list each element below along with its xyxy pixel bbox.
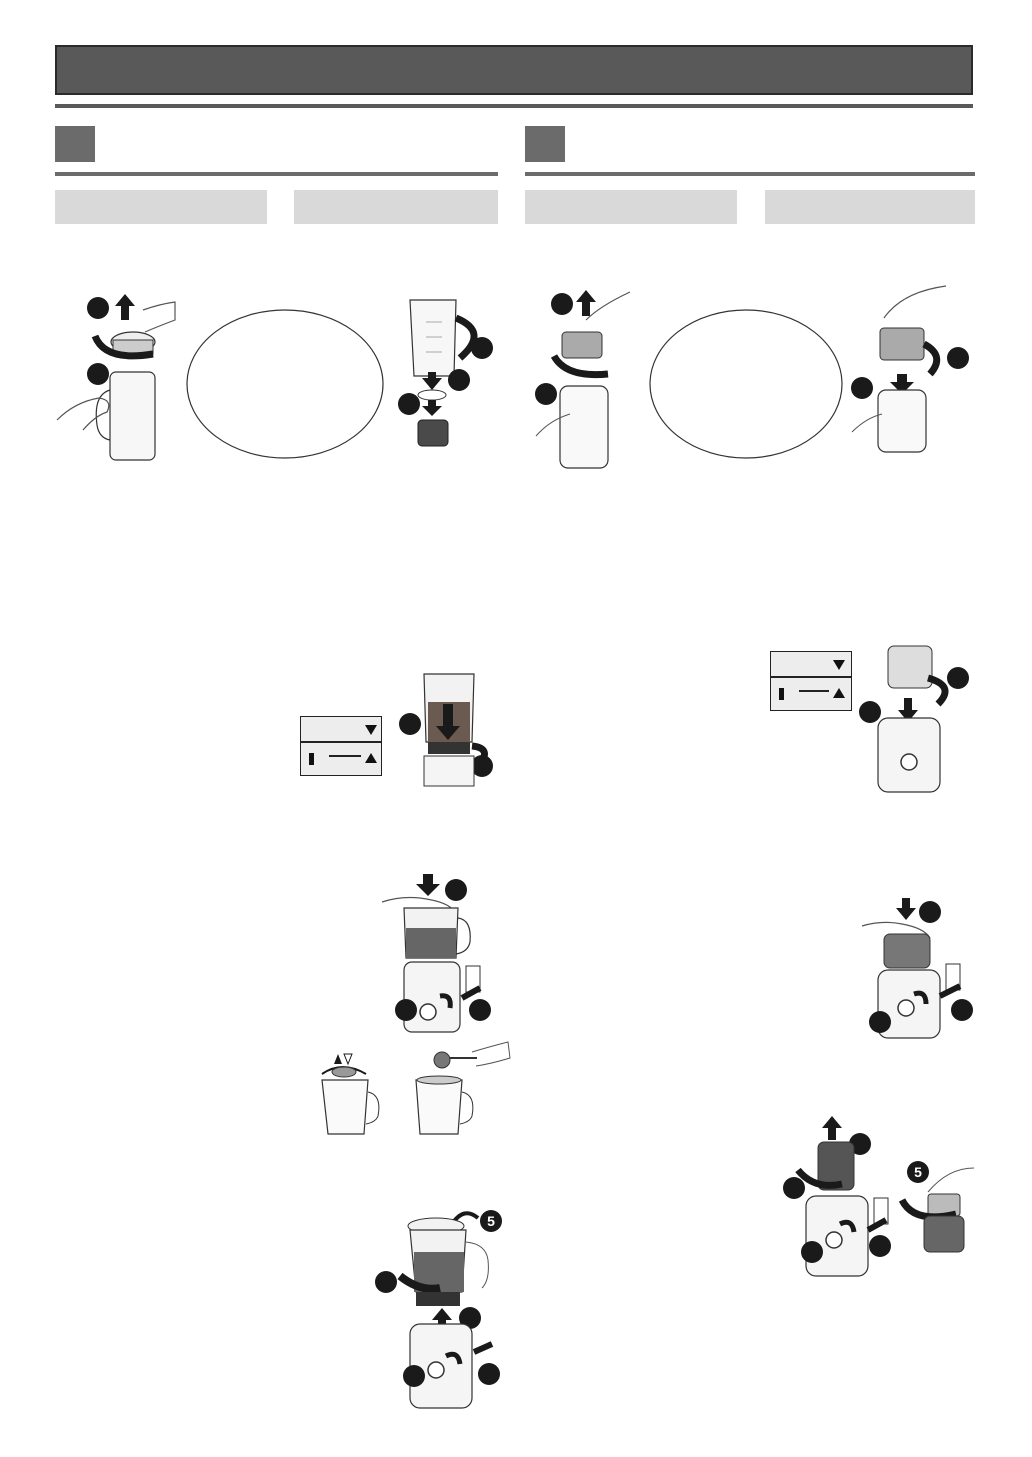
left-operate-illustration [380,872,500,1037]
blade-unit-icon [562,332,602,358]
left-assemble-jug-illustration [398,292,498,462]
mill-cup-icon [888,646,932,688]
step-circle-icon [375,1271,397,1293]
step-circle-icon [471,337,493,359]
triangle-up-icon [833,688,845,698]
section-left-tab-2 [294,190,498,224]
right-indicator-box [770,651,852,711]
hand-icon [57,398,109,430]
rotate-arrow-icon [924,344,937,374]
left-add-ingredients-illustration [312,1040,517,1140]
arrow-down-icon [422,400,442,416]
step-circle-icon [919,901,941,923]
left-remove-blade-illustration [55,290,185,465]
arrow-left-icon [474,1344,492,1352]
step-circle-icon [448,369,470,391]
step-circle-icon [869,1011,891,1033]
step-circle-icon [851,377,873,399]
speed-dial-icon [420,1004,436,1020]
step-circle-icon [947,347,969,369]
right-operate-mill-illustration [858,894,976,1044]
arrow-right-icon [462,988,480,998]
step-circle-icon [403,1365,425,1387]
arrow-left-icon [868,1220,886,1230]
lock-mark-icon [779,688,784,700]
right-attach-mill-blade-illustration [846,282,974,457]
arrow-up-icon [334,1054,342,1064]
right-remove-mill-illustration [778,1112,978,1292]
blender-jug-icon [322,1080,368,1134]
left-note-oval [185,308,385,460]
hand-icon [586,292,630,320]
step-circle-icon [801,1241,823,1263]
speed-dial-icon [428,1362,444,1378]
hand-icon [466,1242,488,1288]
left-remove-jug-illustration [370,1200,505,1415]
arrow-up-icon [576,290,596,316]
blade-unit-icon [416,1292,460,1306]
step-circle-icon [398,393,420,415]
lock-mark-icon [309,753,314,765]
triangle-down-icon [365,725,377,735]
arrow-right-icon [940,986,960,996]
arrow-down-icon [896,898,916,920]
speed-dial-icon [826,1232,842,1248]
section-left-rule [55,172,498,176]
step-circle-icon [445,879,467,901]
step-circle-icon [469,999,491,1021]
speed-dial-icon [898,1000,914,1016]
motor-base-icon [404,962,460,1032]
step-circle-icon [551,293,573,315]
indicator-divider [771,676,851,678]
step-circle-icon [783,1177,805,1199]
right-note-oval [648,308,844,460]
section-right-tab-2 [765,190,975,224]
header-rule [55,104,973,108]
step-circle-icon [478,1363,500,1385]
section-right-badge [525,126,565,162]
step-circle-icon [859,701,881,723]
gasket-ring-icon [418,390,446,400]
rotate-arrow-icon [456,318,474,358]
triangle-down-icon [833,660,845,670]
align-line [799,690,829,692]
right-attach-mill-illustration [852,642,972,797]
section-left-badge [55,126,95,162]
motor-base-icon [424,756,474,786]
blade-unit-icon [418,420,448,446]
left-indicator-box [300,716,382,776]
step-circle-icon [535,383,557,405]
blender-jug-icon [110,372,155,460]
rotate-arrow-icon [928,678,945,704]
hand-icon [472,1042,510,1066]
step-circle-icon [395,999,417,1021]
right-remove-mill-blade-illustration [530,286,640,476]
section-right-rule [525,172,975,176]
step-circle-icon [951,999,973,1021]
mill-cup-icon [878,390,926,452]
triangle-up-icon [365,753,377,763]
step-circle-icon [87,363,109,385]
left-attach-jug-illustration [380,668,500,788]
step-circle-icon [869,1235,891,1257]
step-circle-icon [947,667,969,689]
blade-unit-icon [880,328,924,360]
align-line [329,755,361,757]
arrow-down-icon [416,874,440,896]
hand-icon [143,302,175,332]
step-label-5: 5 [914,1164,922,1180]
section-right-tab-1 [525,190,737,224]
rotate-arrow-icon [554,356,608,375]
step-circle-icon [399,713,421,735]
mill-cup-icon [924,1216,964,1252]
page-title-bar [55,45,973,95]
arrow-up-icon [822,1116,842,1140]
hand-icon [884,286,946,318]
section-left-tab-1 [55,190,267,224]
step-circle-icon [87,297,109,319]
blender-jug-icon [416,1080,462,1134]
mill-cup-icon [560,386,608,468]
speed-dial-icon [901,754,917,770]
hand-icon [928,1168,974,1192]
arrow-down-icon [344,1054,352,1064]
blade-unit-icon [428,742,470,754]
blender-jug-icon [410,300,456,376]
arrow-up-icon [115,294,135,320]
step-label-5: 5 [487,1213,495,1229]
mill-cup-icon [884,934,930,968]
